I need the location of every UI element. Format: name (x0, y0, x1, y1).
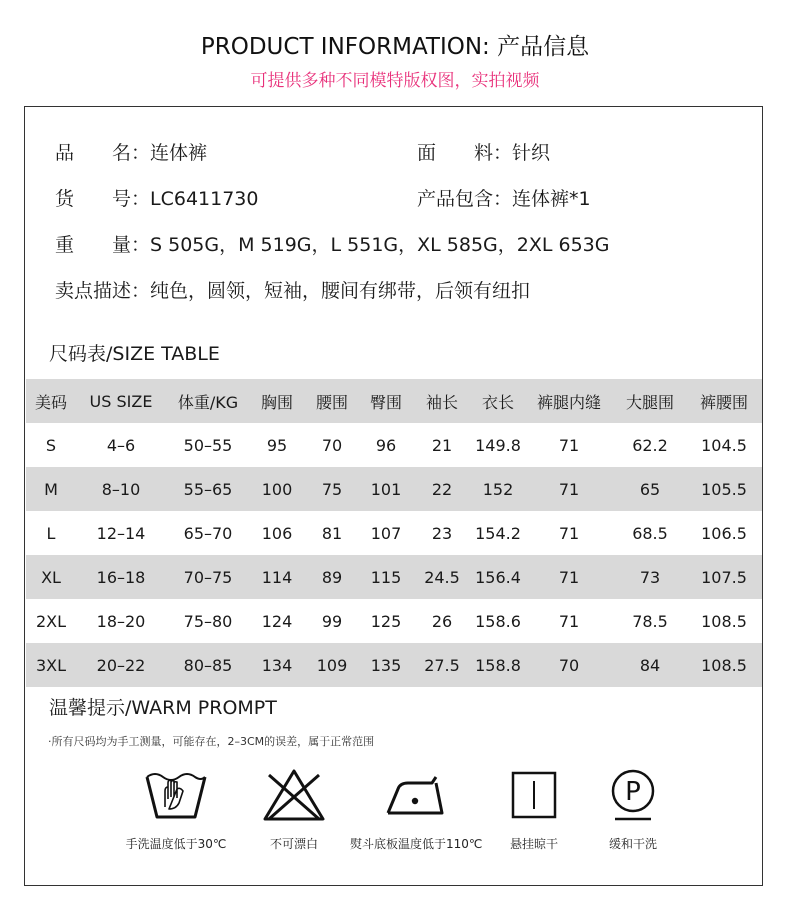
table-cell: 80–85 (183, 655, 233, 675)
table-cell: 95 (266, 435, 288, 455)
table-cell: 4–6 (106, 435, 136, 455)
table-cell: 149.8 (475, 435, 521, 455)
table-cell: 50–55 (183, 435, 233, 455)
table-cell: 71 (558, 567, 580, 587)
table-cell: 8–10 (101, 479, 141, 499)
care-item-gentle-dry-clean (568, 767, 698, 852)
table-cell: 108.5 (701, 655, 747, 675)
table-cell: 115 (370, 567, 402, 587)
table-cell: 16–18 (96, 567, 146, 587)
table-cell: 152 (482, 479, 514, 499)
contains-row (417, 184, 591, 211)
table-cell: 75 (321, 479, 343, 499)
table-cell: 12–14 (96, 523, 146, 543)
size-table (26, 379, 762, 687)
care-label: 缓和干洗 (608, 837, 657, 851)
fabric-label: 面 料： (417, 142, 513, 164)
table-cell: 70 (321, 435, 343, 455)
column-header: 袖长 (425, 392, 458, 412)
table-cell: 27.5 (424, 655, 460, 675)
contains-value: 连体裤*1 (512, 188, 591, 210)
table-row (26, 555, 762, 599)
table-cell: 65–70 (183, 523, 233, 543)
table-cell: 78.5 (632, 611, 668, 631)
weight-value: S 505G，M 519G，L 551G，XL 585G，2XL 653G (150, 234, 610, 256)
table-cell: 70–75 (183, 567, 233, 587)
sku-value: LC6411730 (150, 188, 259, 210)
hand-wash-icon (143, 767, 209, 823)
table-cell: 2XL (35, 611, 67, 631)
selling-points-label: 卖点描述： (55, 280, 151, 302)
product-name-label: 品 名： (55, 142, 151, 164)
care-item-iron (350, 767, 483, 852)
table-cell: 55–65 (183, 479, 233, 499)
table-cell: 84 (639, 655, 661, 675)
table-row (26, 423, 762, 467)
table-cell: 26 (431, 611, 453, 631)
table-cell: 125 (370, 611, 402, 631)
table-cell: 101 (370, 479, 402, 499)
table-cell: S (45, 435, 57, 455)
gentle-dry-clean-icon (600, 767, 666, 823)
column-header: 臀围 (369, 392, 402, 412)
product-name-value: 连体裤 (150, 142, 208, 164)
table-cell: 18–20 (96, 611, 146, 631)
column-header: 裤腰围 (699, 392, 748, 412)
column-header: 腰围 (315, 392, 348, 412)
table-cell: 156.4 (475, 567, 521, 587)
table-cell: XL (41, 567, 61, 587)
no-bleach-icon (261, 767, 327, 823)
table-row (26, 467, 762, 511)
page-title: PRODUCT INFORMATION: 产品信息 (200, 34, 590, 60)
info-frame (24, 106, 763, 886)
weight-label: 重 量： (55, 234, 151, 256)
table-cell: 75–80 (183, 611, 233, 631)
table-cell: 81 (321, 523, 343, 543)
selling-points-value: 纯色，圆领，短袖，腰间有绑带，后领有纽扣 (150, 280, 531, 302)
table-cell: 71 (558, 479, 580, 499)
table-cell: 73 (639, 567, 661, 587)
sku-row (55, 184, 259, 211)
care-label: 手洗温度低于30℃ (125, 837, 227, 851)
table-cell: 105.5 (701, 479, 747, 499)
svg-text:P: P (625, 777, 641, 807)
table-cell: 62.2 (632, 435, 668, 455)
table-cell: 135 (370, 655, 402, 675)
column-header: 大腿围 (625, 392, 674, 412)
table-cell: 23 (431, 523, 453, 543)
table-cell: 108.5 (701, 611, 747, 631)
care-item-hand-wash (111, 767, 241, 852)
table-cell: 65 (639, 479, 661, 499)
table-cell: M (44, 479, 58, 499)
table-cell: 3XL (35, 655, 67, 675)
column-header: 美码 (34, 392, 67, 412)
table-cell: 107 (370, 523, 402, 543)
table-cell: 106.5 (701, 523, 747, 543)
warm-prompt-title: 温馨提示/WARM PROMPT (49, 697, 277, 719)
iron-icon (382, 767, 448, 823)
table-cell: 100 (261, 479, 293, 499)
table-cell: 158.6 (475, 611, 521, 631)
fabric-value: 针织 (512, 142, 551, 164)
size-table-title: 尺码表/SIZE TABLE (49, 343, 220, 365)
measurement-note: ·所有尺码均为手工测量，可能存在，2–3CM的误差，属于正常范围 (48, 735, 375, 748)
table-cell: 104.5 (701, 435, 747, 455)
table-cell: 22 (431, 479, 453, 499)
table-row (26, 643, 762, 687)
selling-points-row (55, 276, 530, 303)
table-cell: 114 (261, 567, 293, 587)
table-cell: 20–22 (96, 655, 146, 675)
care-item-no-bleach (229, 767, 359, 852)
table-cell: 71 (558, 523, 580, 543)
table-cell: 158.8 (475, 655, 521, 675)
table-cell: 99 (321, 611, 343, 631)
table-cell: 21 (431, 435, 453, 455)
care-label: 不可漂白 (269, 837, 318, 851)
table-row (26, 599, 762, 643)
page-subtitle: 可提供多种不同模特版权图，实拍视频 (250, 71, 540, 91)
fabric-row (417, 138, 550, 165)
table-cell: 71 (558, 611, 580, 631)
size-table-header (26, 379, 762, 423)
table-cell: 107.5 (701, 567, 747, 587)
column-header: 裤腿内缝 (536, 392, 601, 412)
hang-dry-icon (501, 767, 567, 823)
table-cell: 71 (558, 435, 580, 455)
table-cell: 154.2 (475, 523, 521, 543)
contains-label: 产品包含： (417, 188, 513, 210)
table-cell: 96 (375, 435, 397, 455)
column-header: 胸围 (260, 392, 293, 412)
table-cell: 24.5 (424, 567, 460, 587)
table-cell: 134 (261, 655, 293, 675)
table-cell: 124 (261, 611, 293, 631)
care-label: 熨斗底板温度低于110℃ (350, 837, 483, 851)
table-cell: 68.5 (632, 523, 668, 543)
care-label: 悬挂晾干 (509, 837, 558, 851)
table-row (26, 511, 762, 555)
product-name-row (55, 138, 207, 165)
table-cell: 109 (316, 655, 348, 675)
column-header: 体重/KG (177, 392, 239, 412)
table-cell: 70 (558, 655, 580, 675)
column-header: US SIZE (89, 391, 153, 411)
sku-label: 货 号： (55, 188, 151, 210)
table-cell: L (46, 523, 56, 543)
table-cell: 89 (321, 567, 343, 587)
table-cell: 106 (261, 523, 293, 543)
column-header: 衣长 (481, 392, 514, 412)
weight-row (55, 230, 610, 257)
